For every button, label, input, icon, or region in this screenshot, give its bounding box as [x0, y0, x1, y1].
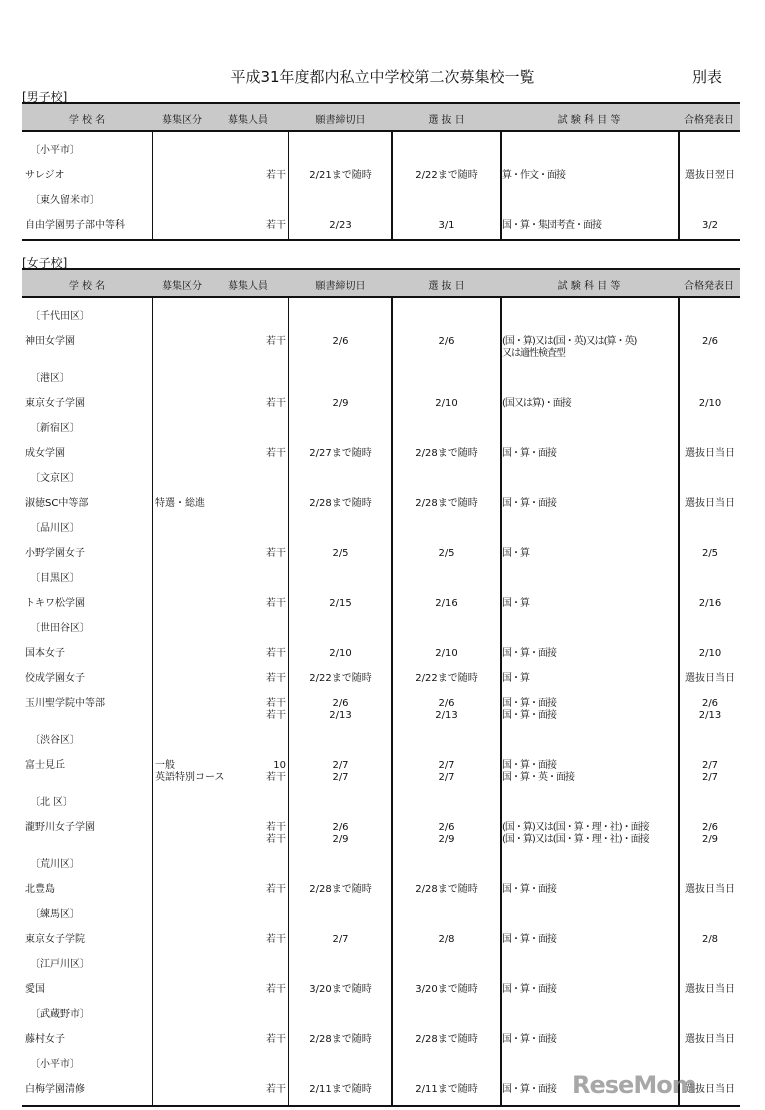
- table-header-row: [22, 104, 740, 132]
- school-name: 玉川聖学院中等部: [25, 698, 105, 709]
- deadline-value: 2/15: [329, 598, 352, 609]
- appendix-label: 別表: [692, 68, 723, 86]
- school-name: 東京女子学園: [25, 398, 85, 409]
- exam-date-value: 2/7: [438, 772, 455, 783]
- school-name: 淑徳SC中等部: [25, 498, 89, 509]
- deadline-value: 2/5: [332, 548, 349, 559]
- capacity-value: 若干: [266, 984, 286, 995]
- resemom-watermark-logo: ReseMom: [572, 1071, 696, 1099]
- deadline-value: 2/11まで随時: [309, 1084, 372, 1095]
- school-row: [22, 592, 740, 617]
- area-label: 〔江戸川区〕: [30, 959, 90, 970]
- header-category: 募集区分: [162, 115, 202, 126]
- school-row: [22, 978, 740, 1003]
- capacity-value: 若干: [266, 548, 286, 559]
- subjects-value: 国・算・面接: [502, 448, 556, 459]
- capacity-value: 若干: [266, 220, 286, 231]
- subjects-value: (国・算)又は(国・算・理・社)・面接: [502, 822, 649, 833]
- header-subjects: 試 験 科 目 等: [557, 115, 621, 126]
- area-row: [22, 791, 740, 816]
- subjects-value: 国・算・面接: [502, 984, 556, 995]
- school-row: [22, 1028, 740, 1053]
- announce-value: 選抜日当日: [685, 498, 735, 509]
- school-row: [22, 492, 740, 517]
- exam-date-value: 2/22まで随時: [415, 673, 478, 684]
- announce-value: 2/16: [698, 598, 722, 609]
- subjects-value: 国・算・面接: [502, 498, 556, 509]
- school-name: トキワ松学園: [25, 598, 85, 609]
- school-name: 佼成学園女子: [25, 673, 85, 684]
- area-row: [22, 953, 740, 978]
- deadline-value: 2/27まで随時: [309, 448, 372, 459]
- capacity-value: 若干: [266, 1084, 286, 1095]
- school-row: [22, 392, 740, 417]
- exam-date-value: 2/10: [435, 648, 458, 659]
- area-row: [22, 189, 740, 214]
- girls-section-label: [女子校]: [22, 256, 68, 270]
- capacity-value: 若干: [266, 448, 286, 459]
- announce-value: 3/2: [701, 220, 719, 231]
- subjects-value: 国・算: [502, 673, 529, 684]
- table-body: [22, 132, 740, 239]
- exam-date-value: 2/16: [435, 598, 458, 609]
- header-name: 学 校 名: [68, 281, 106, 292]
- area-label: 〔世田谷区〕: [30, 623, 90, 634]
- deadline-value: 2/22まで随時: [309, 673, 372, 684]
- subjects-value: (国・算)又は(国・英)又は(算・英): [502, 336, 637, 347]
- announce-value: 2/7: [701, 772, 719, 783]
- area-label: 〔渋谷区〕: [30, 735, 80, 746]
- subjects-value: 国・算: [502, 548, 529, 559]
- header-exam-date: 選 抜 日: [428, 115, 465, 126]
- header-category: 募集区分: [162, 281, 202, 292]
- boys-schools-table: [22, 102, 740, 241]
- boys-section-label: [男子校]: [22, 90, 68, 104]
- subjects-value: 国・算・面接: [502, 934, 556, 945]
- subjects-value: 国・算・面接: [502, 648, 556, 659]
- area-row: [22, 853, 740, 878]
- exam-date-value: 2/10: [435, 398, 458, 409]
- area-label: 〔武蔵野市〕: [30, 1009, 90, 1020]
- school-name: 自由学園男子部中等科: [25, 220, 125, 231]
- announce-value: 2/8: [701, 934, 719, 945]
- subjects-value: 国・算・面接: [502, 760, 556, 771]
- capacity-value: 10: [273, 760, 286, 771]
- school-row: [22, 214, 740, 239]
- announce-value: 選抜日翌日: [685, 170, 735, 181]
- exam-date-value: 2/11まで随時: [415, 1084, 478, 1095]
- area-label: 〔文京区〕: [30, 473, 80, 484]
- announce-value: 選抜日当日: [685, 1084, 735, 1095]
- area-label: 〔港区〕: [30, 373, 70, 384]
- school-name: 東京女子学院: [25, 934, 85, 945]
- school-name: 愛国: [25, 984, 45, 995]
- exam-date-value: 3/20まで随時: [415, 984, 478, 995]
- header-announce: 合格発表日: [684, 281, 734, 292]
- school-name: サレジオ: [25, 170, 65, 181]
- exam-date-value: 2/8: [438, 934, 455, 945]
- deadline-value: 2/10: [329, 648, 352, 659]
- exam-date-value: 2/5: [438, 548, 455, 559]
- header-capacity: 募集人員: [228, 115, 268, 126]
- school-row: [22, 330, 740, 367]
- subjects-value: (国・算)又は(国・算・理・社)・面接: [502, 834, 649, 845]
- school-row: [22, 928, 740, 953]
- school-row: [22, 642, 740, 667]
- capacity-value: 若干: [266, 772, 286, 783]
- header-deadline: 願書締切日: [315, 281, 366, 292]
- subjects-value: (国又は算)・面接: [502, 398, 571, 409]
- area-row: [22, 517, 740, 542]
- announce-value: 2/10: [698, 398, 722, 409]
- school-row: [22, 667, 740, 692]
- announce-value: 2/9: [701, 834, 719, 845]
- exam-date-value: 2/28まで随時: [415, 884, 478, 895]
- area-label: 〔小平市〕: [30, 145, 80, 156]
- announce-value: 選抜日当日: [685, 984, 735, 995]
- subjects-value: 国・算・面接: [502, 710, 556, 721]
- category-value: 一般: [155, 760, 175, 771]
- capacity-value: 若干: [266, 834, 286, 845]
- header-subjects: 試 験 科 目 等: [557, 281, 621, 292]
- deadline-value: 2/21まで随時: [309, 170, 372, 181]
- exam-date-value: 2/22まで随時: [415, 170, 478, 181]
- deadline-value: 2/9: [332, 398, 349, 409]
- school-row: [22, 878, 740, 903]
- exam-date-value: 2/6: [438, 336, 455, 347]
- deadline-value: 2/6: [332, 822, 349, 833]
- subjects-value: 国・算・面接: [502, 698, 556, 709]
- deadline-value: 2/6: [332, 698, 349, 709]
- announce-value: 選抜日当日: [685, 448, 735, 459]
- capacity-value: 若干: [266, 398, 286, 409]
- subjects-value: 又は適性検査型: [502, 348, 565, 359]
- table-header-row: [22, 270, 740, 298]
- announce-value: 2/10: [698, 648, 722, 659]
- area-label: 〔北 区〕: [30, 797, 74, 808]
- deadline-value: 2/7: [332, 760, 349, 771]
- subjects-value: 国・算・集団考査・面接: [502, 220, 601, 231]
- deadline-value: 2/23: [329, 220, 352, 231]
- school-name: 富士見丘: [25, 760, 65, 771]
- deadline-value: 2/28まで随時: [309, 884, 372, 895]
- school-row: [22, 442, 740, 467]
- capacity-value: 若干: [266, 170, 286, 181]
- header-announce: 合格発表日: [684, 115, 734, 126]
- subjects-value: 国・算・英・面接: [502, 772, 574, 783]
- school-row: [22, 692, 740, 729]
- header-exam-date: 選 抜 日: [428, 281, 465, 292]
- capacity-value: 若干: [266, 673, 286, 684]
- category-value: 特選・総進: [155, 498, 205, 509]
- subjects-value: 国・算: [502, 598, 529, 609]
- capacity-value: 若干: [266, 934, 286, 945]
- area-label: 〔新宿区〕: [30, 423, 80, 434]
- exam-date-value: 2/6: [438, 698, 455, 709]
- subjects-value: 算・作文・面接: [502, 170, 565, 181]
- area-label: 〔東久留米市〕: [30, 195, 100, 206]
- area-label: 〔練馬区〕: [30, 909, 80, 920]
- area-row: [22, 903, 740, 928]
- school-name: 神田女学園: [25, 336, 75, 347]
- deadline-value: 2/7: [332, 772, 349, 783]
- capacity-value: 若干: [266, 1034, 286, 1045]
- school-name: 北豊島: [25, 884, 55, 895]
- capacity-value: 若干: [266, 598, 286, 609]
- announce-value: 2/6: [701, 822, 719, 833]
- capacity-value: 若干: [266, 698, 286, 709]
- area-label: 〔小平市〕: [30, 1059, 80, 1070]
- capacity-value: 若干: [266, 648, 286, 659]
- exam-date-value: 2/28まで随時: [415, 498, 478, 509]
- announce-value: 2/6: [701, 698, 719, 709]
- announce-value: 2/13: [698, 710, 722, 721]
- school-name: 成女学園: [25, 448, 65, 459]
- area-row: [22, 467, 740, 492]
- area-row: [22, 417, 740, 442]
- area-label: 〔千代田区〕: [30, 311, 90, 322]
- header-name: 学 校 名: [68, 115, 106, 126]
- document-title: 平成31年度都内私立中学校第二次募集校一覧: [230, 68, 535, 86]
- area-row: [22, 305, 740, 330]
- area-label: 〔荒川区〕: [30, 859, 80, 870]
- school-row: [22, 754, 740, 791]
- school-row: [22, 164, 740, 189]
- area-row: [22, 729, 740, 754]
- deadline-value: 2/13: [329, 710, 352, 721]
- deadline-value: 2/9: [332, 834, 349, 845]
- school-name: 瀧野川女子学園: [25, 822, 95, 833]
- capacity-value: 若干: [266, 710, 286, 721]
- area-label: 〔品川区〕: [30, 523, 80, 534]
- area-row: [22, 367, 740, 392]
- exam-date-value: 3/1: [438, 220, 455, 231]
- subjects-value: 国・算・面接: [502, 1034, 556, 1045]
- capacity-value: 若干: [266, 822, 286, 833]
- school-row: [22, 816, 740, 853]
- deadline-value: 2/28まで随時: [309, 1034, 372, 1045]
- school-name: 国本女子: [25, 648, 65, 659]
- category-value: 英語特別コース: [155, 772, 225, 783]
- area-row: [22, 567, 740, 592]
- subjects-value: 国・算・面接: [502, 884, 556, 895]
- exam-date-value: 2/7: [438, 760, 455, 771]
- announce-value: 選抜日当日: [685, 1034, 735, 1045]
- exam-date-value: 2/28まで随時: [415, 448, 478, 459]
- school-name: 藤村女子: [25, 1034, 65, 1045]
- school-name: 小野学園女子: [25, 548, 85, 559]
- exam-date-value: 2/6: [438, 822, 455, 833]
- subjects-value: 国・算・面接: [502, 1084, 556, 1095]
- announce-value: 選抜日当日: [685, 884, 735, 895]
- exam-date-value: 2/13: [435, 710, 458, 721]
- area-row: [22, 139, 740, 164]
- area-label: 〔目黒区〕: [30, 573, 80, 584]
- table-body: [22, 298, 740, 1103]
- deadline-value: 2/6: [332, 336, 349, 347]
- announce-value: 2/6: [701, 336, 719, 347]
- girls-schools-table: [22, 268, 740, 1107]
- exam-date-value: 2/9: [438, 834, 455, 845]
- announce-value: 2/7: [701, 760, 719, 771]
- capacity-value: 若干: [266, 336, 286, 347]
- deadline-value: 2/7: [332, 934, 349, 945]
- deadline-value: 2/28まで随時: [309, 498, 372, 509]
- area-row: [22, 1003, 740, 1028]
- school-row: [22, 542, 740, 567]
- header-deadline: 願書締切日: [315, 115, 366, 126]
- header-capacity: 募集人員: [228, 281, 268, 292]
- area-row: [22, 617, 740, 642]
- deadline-value: 3/20まで随時: [309, 984, 372, 995]
- announce-value: 選抜日当日: [685, 673, 735, 684]
- exam-date-value: 2/28まで随時: [415, 1034, 478, 1045]
- capacity-value: 若干: [266, 884, 286, 895]
- school-name: 白梅学園清修: [25, 1084, 85, 1095]
- announce-value: 2/5: [701, 548, 719, 559]
